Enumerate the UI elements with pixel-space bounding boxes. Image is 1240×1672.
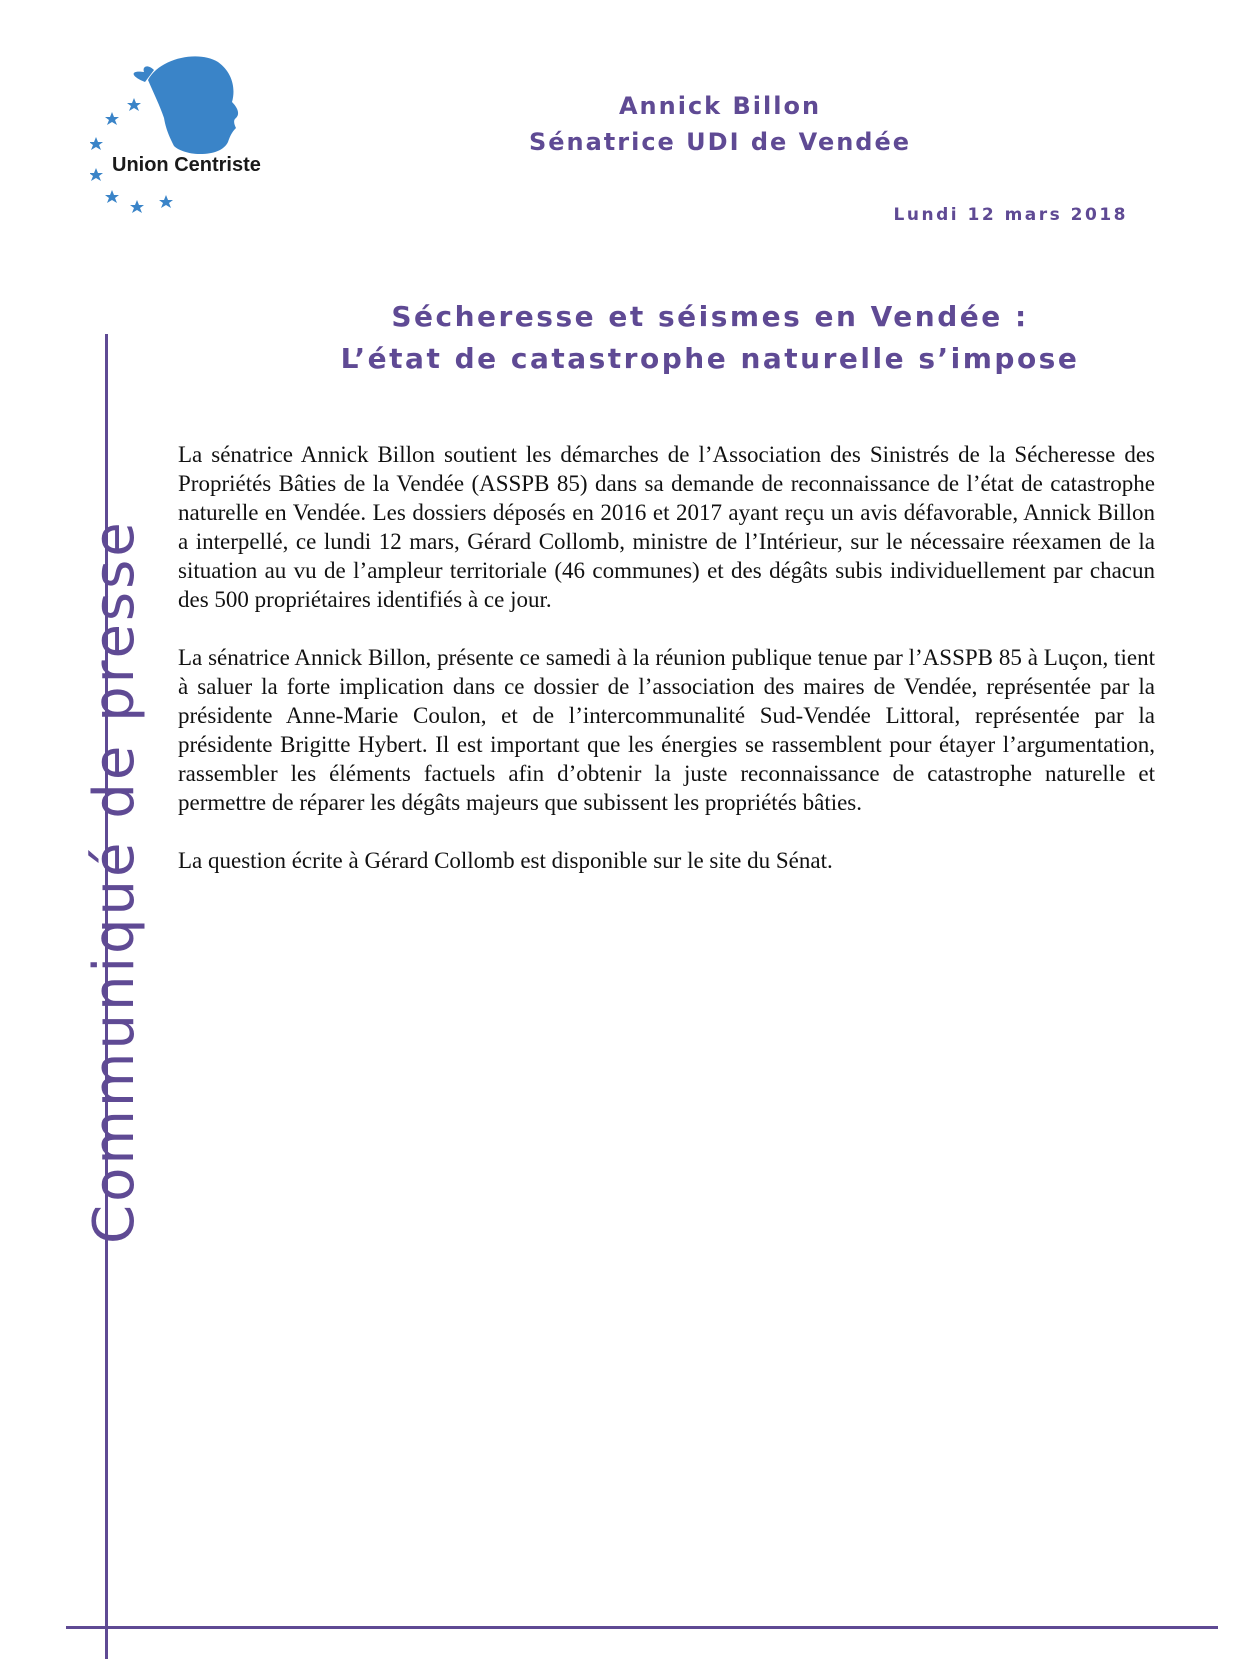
paragraph-1: La sénatrice Annick Billon soutient les démarches de l’Association des Sinistrés de la Sécheresse des Propriétés Bâties de la Vendée (ASSPB 85) dans sa demande de reconnaissance de l’état de catastrophe naturelle en Vendée. Les dossiers déposés en 2016 et 2017 ayant reçu un avis défavorable, Annick Billon a interpellé, ce lundi 12 mars, Gérard Collomb, ministre de l’Intérieur, sur le nécessaire réexamen de la situation au vu de l’ampleur territoriale (46 communes) et des dégâts subis individuellement par chacun des 500 propriétaires identifiés à ce jour. — [178, 442, 1155, 612]
title-line-1: Sécheresse et séismes en Vendée : — [391, 300, 1029, 333]
side-label: Communiqué de presse — [82, 519, 147, 1244]
sender-header — [420, 88, 1020, 160]
title-line-2: L’état de catastrophe naturelle s’impose — [340, 342, 1080, 375]
logo-text: Union Centriste — [112, 154, 261, 176]
press-release-body — [178, 440, 1155, 904]
senator-role: Sénatrice UDI de Vendée — [528, 128, 912, 156]
paragraph-2: La sénatrice Annick Billon, présente ce samedi à la réunion publique tenue par l’ASSPB 85 à Luçon, tient à saluer la forte implication dans ce dossier de l’association des maires de Vendée, représentée par la présidente Anne-Marie Coulon, et de l’intercommunalité Sud-Vendée Littoral, représentée par la présidente Brigitte Hybert. Il est important que les énergies se rassemblent pour étayer l’argumentation, rassembler les éléments factuels afin d’obtenir la juste reconnaissance de catastrophe naturelle et permettre de réparer les dégâts majeurs que subissent les propriétés bâties. — [178, 645, 1155, 815]
marianne-profile-icon — [90, 50, 290, 230]
footer-divider — [66, 1626, 1218, 1629]
release-date: Lundi 12 mars 2018 — [893, 205, 1128, 225]
page-title — [180, 296, 1240, 380]
senator-name: Annick Billon — [618, 92, 822, 120]
union-centriste-logo — [90, 50, 290, 230]
paragraph-3: La question écrite à Gérard Collomb est disponible sur le site du Sénat. — [178, 848, 833, 873]
